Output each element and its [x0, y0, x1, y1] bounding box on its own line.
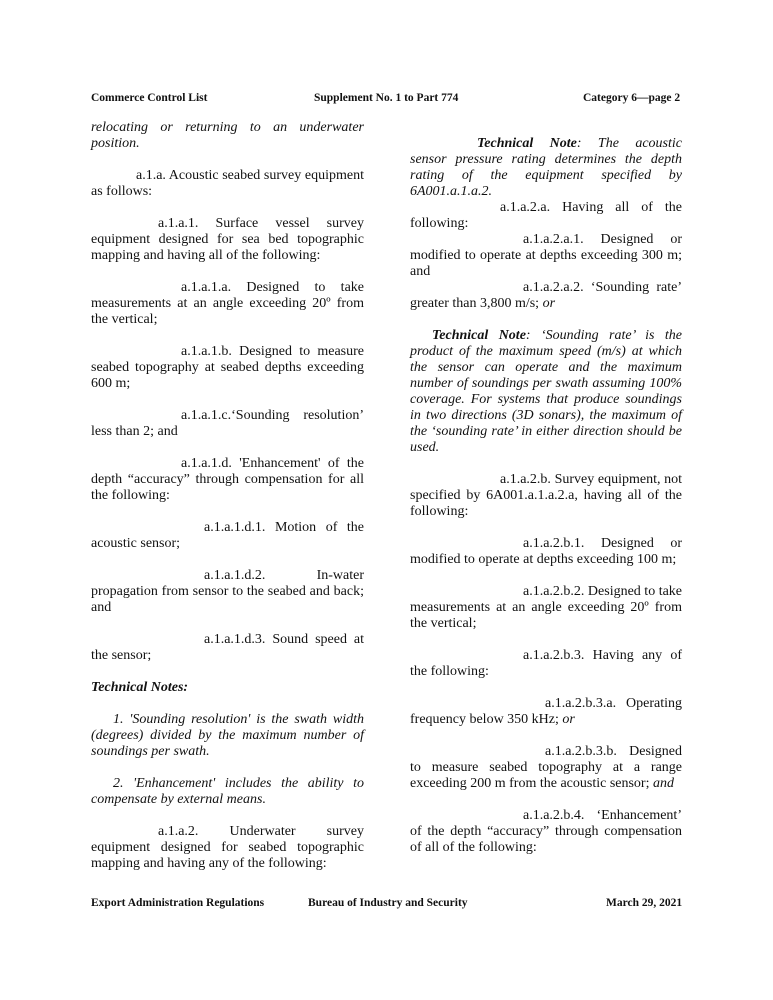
paragraph-a1a1c: a.1.a.1.c.‘Sounding resolution’ less than 2; and — [91, 408, 364, 439]
paragraph-a1a2b4: a.1.a.2.b.4. ‘Enhancement’ of the depth “accuracy” through compensation of all of the following: — [410, 808, 682, 855]
paragraph-a1a2: a.1.a.2. Underwater survey equipment designed for seabed topographic mapping and having any of the following: — [91, 824, 364, 871]
paragraph-a1a1d2: a.1.a.1.d.2. In-water propagation from sensor to the seabed and back; and — [91, 568, 364, 615]
footer-left: Export Administration Regulations — [91, 897, 265, 909]
paragraph-continuation: relocating or returning to an underwater position. — [91, 120, 364, 151]
paragraph-a1a2a: a.1.a.2.a. Having all of the following: — [410, 200, 682, 231]
paragraph-a1a1: a.1.a.1. Surface vessel survey equipment designed for sea bed topographic mapping and having all of the following: — [91, 216, 364, 263]
paragraph-a1a1d1: a.1.a.1.d.1. Motion of the acoustic sensor; — [91, 520, 364, 551]
footer-right: March 29, 2021 — [606, 897, 683, 909]
paragraph-a1a1d: a.1.a.1.d. 'Enhancement' of the depth “accuracy” through compensation for all the following: — [91, 456, 364, 503]
conjunction-or: or — [562, 712, 575, 727]
technical-note-label: Technical Note — [477, 136, 577, 151]
technical-note-1: 1. 'Sounding resolution' is the swath width (degrees) divided by the maximum number of soundings per swath. — [91, 712, 364, 759]
header-left: Commerce Control List — [91, 92, 208, 104]
technical-note-2: 2. 'Enhancement' includes the ability to compensate by external means. — [91, 776, 364, 807]
paragraph-a1a: a.1.a. Acoustic seabed survey equipment as follows: — [91, 168, 364, 199]
paragraph-a1a2b3a — [410, 696, 682, 728]
paragraph-text: a.1.a.2.b.3.b. Designed to measure seabed topography at a range exceeding 200 m from the acoustic sensor; — [410, 744, 682, 791]
paragraph-a1a1d3: a.1.a.1.d.3. Sound speed at the sensor; — [91, 632, 364, 663]
technical-note-label: Technical Note — [432, 328, 526, 343]
paragraph-a1a2a1: a.1.a.2.a.1. Designed or modified to operate at depths exceeding 300 m; and — [410, 232, 682, 279]
footer-center: Bureau of Industry and Security — [308, 897, 468, 909]
paragraph-a1a1a: a.1.a.1.a. Designed to take measurements at an angle exceeding 20º from the vertical; — [91, 280, 364, 327]
paragraph-a1a2b2: a.1.a.2.b.2. Designed to take measurements at an angle exceeding 20º from the vertical; — [410, 584, 683, 631]
paragraph-a1a2b3b — [410, 744, 682, 792]
paragraph-a1a1b: a.1.a.1.b. Designed to measure seabed topography at seabed depths exceeding 600 m; — [91, 344, 364, 391]
paragraph-a1a2b1: a.1.a.2.b.1. Designed or modified to operate at depths exceeding 100 m; — [410, 536, 682, 567]
conjunction-or: or — [542, 296, 556, 311]
paragraph-text: a.1.a.2.b.3.a. Operating frequency below 350 kHz; — [410, 696, 682, 727]
paragraph-a1a2b: a.1.a.2.b. Survey equipment, not specified by 6A001.a.1.a.2.a, having all of the following: — [410, 472, 682, 519]
technical-note-sounding-rate — [410, 328, 682, 456]
technical-note-pressure-rating — [410, 136, 682, 200]
technical-note-text: : The acoustic sensor pressure rating determines the depth rating of the equipment specified by 6A001.a.1.a.2. — [410, 136, 682, 199]
conjunction-and: and — [652, 776, 674, 791]
paragraph-text: a.1.a.2.a.2. ‘Sounding rate’ greater than 3,800 m/s; — [410, 280, 682, 311]
header-right: Category 6—page 2 — [583, 92, 681, 104]
technical-notes-heading: Technical Notes: — [91, 680, 189, 695]
technical-note-text: : ‘Sounding rate’ is the product of the maximum speed (m/s) at which the sensor can operate and the maximum number of soundings per swath assuming 100% coverage. For systems that produce soundings in two directions (3D sonars), the maximum of the ‘sounding rate’ in either direction should be used. — [410, 328, 682, 455]
paragraph-a1a2a2 — [410, 280, 682, 312]
paragraph-a1a2b3: a.1.a.2.b.3. Having any of the following: — [410, 648, 682, 679]
header-center: Supplement No. 1 to Part 774 — [314, 92, 459, 104]
